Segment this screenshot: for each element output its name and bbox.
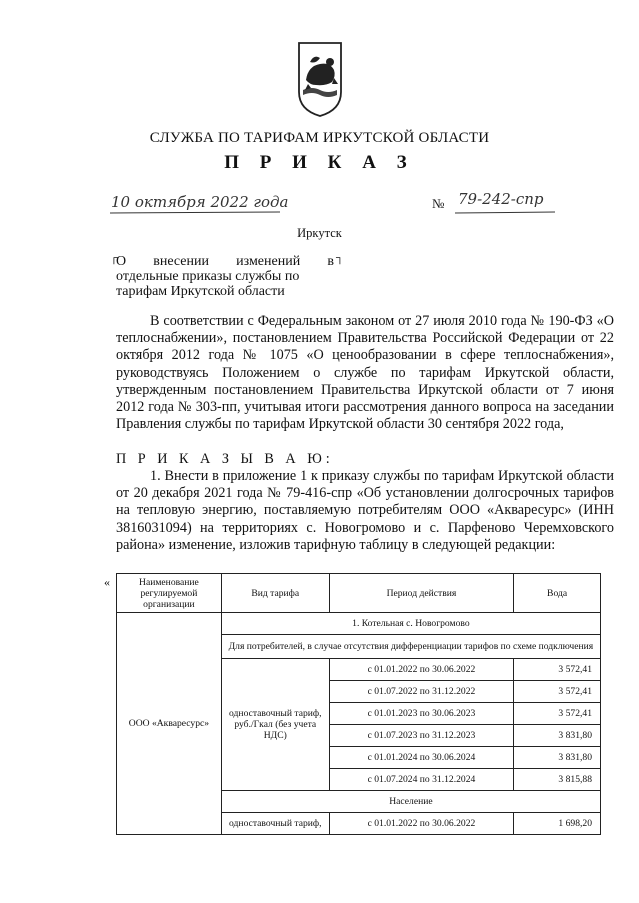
coat-of-arms-emblem [296, 40, 344, 118]
period-cell: с 01.01.2022 по 30.06.2022 [329, 813, 513, 835]
period-cell: с 01.07.2022 по 31.12.2022 [329, 681, 513, 703]
table-row [117, 613, 601, 635]
period-cell: с 01.01.2024 по 30.06.2024 [329, 747, 513, 769]
header-cell: Вода [514, 574, 601, 613]
table-header-row [117, 574, 601, 613]
value-cell: 3 572,41 [514, 659, 601, 681]
clause-1-paragraph [116, 468, 614, 554]
value-cell: 1 698,20 [514, 813, 601, 835]
handwritten-number: 79-242-спр [458, 190, 544, 208]
preamble-text: В соответствии с Федеральным законом от 27 июля 2010 года № 190-ФЗ «О теплоснабжении», постановлением Правительства Российской Федерации от 22 октября 2012 года № 1075 «О ценообразовании в сфере теплоснабжения», руководствуясь Положением о службе по тарифам Иркутской области, утвержденным постановлением Правительства Иркутской области от 7 июня 2012 года № 303-пп, учитывая итоги рассмотрения данного вопроса на заседании Правления службы по тарифам Иркутской области 30 сентября 2022 года, [116, 313, 614, 433]
subsection-cell: Население [221, 791, 600, 813]
agency-title: СЛУЖБА ПО ТАРИФАМ ИРКУТСКОЙ ОБЛАСТИ [149, 130, 490, 146]
tariff-type-cell: одноставочный тариф, [221, 813, 329, 835]
number-label: № [432, 196, 445, 211]
value-cell: 3 815,88 [514, 769, 601, 791]
subject-word: внесении [153, 254, 209, 269]
city-name: Иркутск [297, 226, 342, 240]
period-cell: с 01.07.2023 по 31.12.2023 [329, 725, 513, 747]
header-cell: Вид тарифа [221, 574, 329, 613]
tariff-type-cell: одноставочный тариф, руб./Гкал (без учета НДС) [221, 659, 329, 791]
subject-line: тарифам Иркутской области [116, 284, 285, 299]
opening-quote: « [104, 575, 110, 589]
document-type-heading: П Р И К А З [224, 152, 415, 173]
subject-line: отдельные приказы службы по [116, 269, 300, 284]
org-cell: ООО «Акваресурс» [117, 613, 222, 835]
bracket-right: ┐ [336, 252, 344, 264]
preamble-paragraph [116, 313, 614, 433]
value-cell: 3 831,80 [514, 725, 601, 747]
handwritten-date: 10 октября 2022 года [111, 193, 289, 211]
header-cell: Период действия [329, 574, 513, 613]
period-cell: с 01.01.2023 по 30.06.2023 [329, 703, 513, 725]
number-underline [455, 211, 555, 215]
header-cell: Наименование регулируемой организации [117, 574, 222, 613]
subsection-cell: Для потребителей, в случае отсутствия дифференциации тарифов по схеме подключения [221, 635, 600, 659]
subject-word: изменений [236, 254, 301, 269]
section-cell: 1. Котельная с. Новогромово [221, 613, 600, 635]
date-underline [110, 211, 280, 215]
bracket-left: ┌ [110, 252, 118, 264]
subject-word: в [327, 254, 334, 269]
subject-word: О [116, 254, 127, 269]
value-cell: 3 572,41 [514, 681, 601, 703]
clause-1-text: 1. Внести в приложение 1 к приказу службы по тарифам Иркутской области от 20 декабря 2021 года № 79-416-спр «Об установлении долгосрочных тарифов на тепловую энергию, поставляемую потребителям ООО «Акваресурс» (ИНН 3816031094) на территориях с. Новогромово и с. Парфеново Черемховского района» изменение, изложив тарифную таблицу в следующей редакции: [116, 468, 614, 553]
tariff-table [116, 573, 601, 835]
period-cell: с 01.01.2022 по 30.06.2022 [329, 659, 513, 681]
subject-block [116, 254, 334, 299]
value-cell: 3 572,41 [514, 703, 601, 725]
prikazyvayu-heading: П Р И К А З Ы В А Ю: [116, 451, 334, 467]
period-cell: с 01.07.2024 по 31.12.2024 [329, 769, 513, 791]
value-cell: 3 831,80 [514, 747, 601, 769]
